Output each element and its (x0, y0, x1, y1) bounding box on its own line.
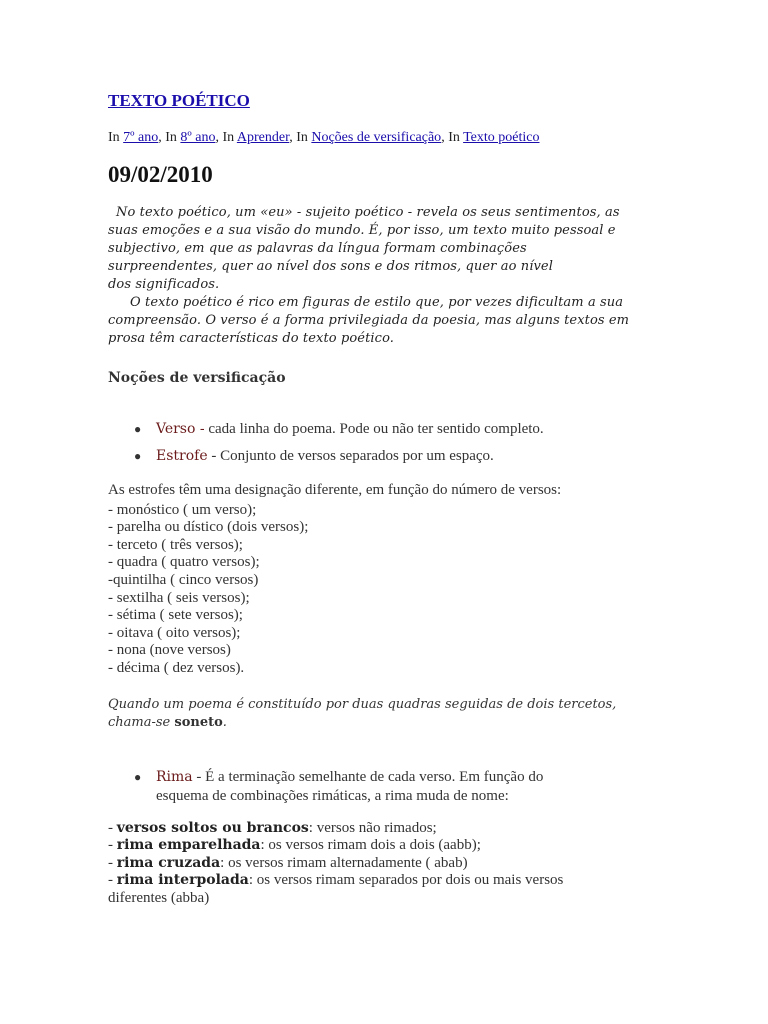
soneto-line: Quando um poema é constituído por duas quadras seguidas de dois tercetos, (108, 696, 617, 712)
estrofe-item: - sextilha ( seis versos); (108, 589, 250, 606)
intro-line: surpreendentes, quer ao nível dos sons e dos ritmos, quer ao nível (108, 259, 553, 274)
dash: - (108, 872, 117, 889)
bullet-icon: ● (134, 769, 142, 784)
breadcrumb-prefix: In (448, 130, 460, 145)
breadcrumb-sep: , (289, 130, 293, 145)
estrofe-item: - décima ( dez versos). (108, 659, 245, 676)
estrofe-item: - monóstico ( um verso); (108, 501, 257, 518)
intro-line: suas emoções e a sua visão do mundo. É, por isso, um texto muito pessoal e (108, 223, 616, 238)
estrofe-item: - parelha ou dístico (dois versos); (108, 519, 309, 536)
intro-line: No texto poético, um «eu» - sujeito poético - revela os seus sentimentos, as (116, 205, 620, 220)
estrofes-intro: As estrofes têm uma designação diferente, em função do número de versos: (108, 482, 562, 498)
estrofe-item: - sétima ( sete versos); (108, 607, 243, 624)
estrofe-item: -quintilha ( cinco versos) (108, 571, 259, 588)
rima-text: - É a terminação semelhante de cada verso. Em função do (192, 768, 544, 785)
breadcrumb-link-texto-poetico[interactable]: Texto poético (463, 130, 540, 145)
definition-text: - Conjunto de versos separados por um espaço. (207, 448, 494, 464)
rima-type-term: rima emparelhada (116, 837, 261, 854)
intro-line: dos significados. (108, 277, 220, 292)
bullet-icon: ● (134, 449, 142, 463)
list-item-estrofe (134, 447, 648, 466)
soneto-suffix: . (222, 714, 227, 730)
intro-line: subjectivo, em que as palavras da língua formam combinações (108, 241, 527, 256)
post-date: 09/02/2010 (108, 162, 213, 187)
soneto-line: chama-se (108, 714, 175, 730)
breadcrumb-link-aprender[interactable]: Aprender (236, 130, 290, 145)
breadcrumb-link-8-ano[interactable]: 8º ano (180, 130, 216, 145)
definitions-list (108, 420, 648, 466)
intro-paragraph-2 (108, 294, 648, 348)
rima-type-term: rima interpolada (116, 872, 249, 889)
term-verso: Verso - (156, 421, 205, 437)
breadcrumb-sep: , (158, 130, 162, 145)
rima-type-term: versos soltos ou brancos (116, 819, 309, 836)
page-title[interactable] (108, 90, 648, 112)
list-item-verso (134, 420, 648, 439)
estrofes-list (108, 502, 648, 678)
breadcrumb-link-7-ano[interactable]: 7º ano (123, 130, 159, 145)
rima-text: esquema de combinações rimáticas, a rima muda de nome: (156, 787, 509, 804)
bullet-icon: ● (134, 422, 142, 436)
page-title-link[interactable]: TEXTO POÉTICO (108, 91, 250, 110)
term-rima: Rima (156, 768, 193, 785)
rima-type-text: : os versos rimam alternadamente ( abab) (220, 854, 468, 871)
soneto-note (108, 696, 648, 732)
breadcrumb-prefix: In (165, 130, 177, 145)
breadcrumb-sep: , (215, 130, 219, 145)
dash: - (108, 837, 117, 854)
dash: - (108, 854, 117, 871)
intro-paragraph-1 (108, 204, 648, 294)
rima-list (108, 768, 648, 806)
rima-type-item (108, 820, 648, 838)
rima-type-item (108, 855, 648, 873)
breadcrumb-prefix: In (296, 130, 308, 145)
intro-line: prosa têm características do texto poético. (108, 331, 394, 346)
estrofe-item: - quadra ( quatro versos); (108, 554, 260, 571)
breadcrumb (108, 129, 648, 147)
list-item-rima (134, 768, 648, 806)
rima-type-item (108, 872, 648, 890)
breadcrumb-prefix: In (222, 130, 235, 145)
intro-line: O texto poético é rico em figuras de estilo que, por vezes dificultam a sua (130, 295, 624, 310)
rima-type-term: rima cruzada (116, 854, 221, 871)
breadcrumb-prefix: In (108, 130, 120, 145)
rima-type-item (108, 837, 648, 855)
definition-text: cada linha do poema. Pode ou não ter sentido completo. (204, 421, 544, 437)
breadcrumb-sep: , (441, 130, 445, 145)
soneto-term: soneto (174, 714, 223, 730)
estrofe-item: - nona (nove versos) (108, 642, 231, 659)
document (108, 90, 648, 908)
breadcrumb-link-nocoes[interactable]: Noções de versificação (311, 130, 442, 145)
intro-line: compreensão. O verso é a forma privilegiada da poesia, mas alguns textos em (108, 313, 630, 328)
estrofe-item: - oitava ( oito versos); (108, 624, 241, 641)
term-estrofe: Estrofe (156, 448, 208, 464)
rima-types (108, 820, 648, 908)
rima-type-tail: diferentes (abba) (108, 889, 210, 906)
intro-text (108, 204, 648, 348)
dash: - (108, 819, 117, 836)
section-heading: Noções de versificação (108, 370, 286, 386)
estrofe-item: - terceto ( três versos); (108, 536, 243, 553)
rima-type-text: : versos não rimados; (308, 819, 437, 836)
rima-type-text: : os versos rimam dois a dois (aabb); (260, 837, 481, 854)
rima-type-text: : os versos rimam separados por dois ou mais versos (248, 872, 564, 889)
